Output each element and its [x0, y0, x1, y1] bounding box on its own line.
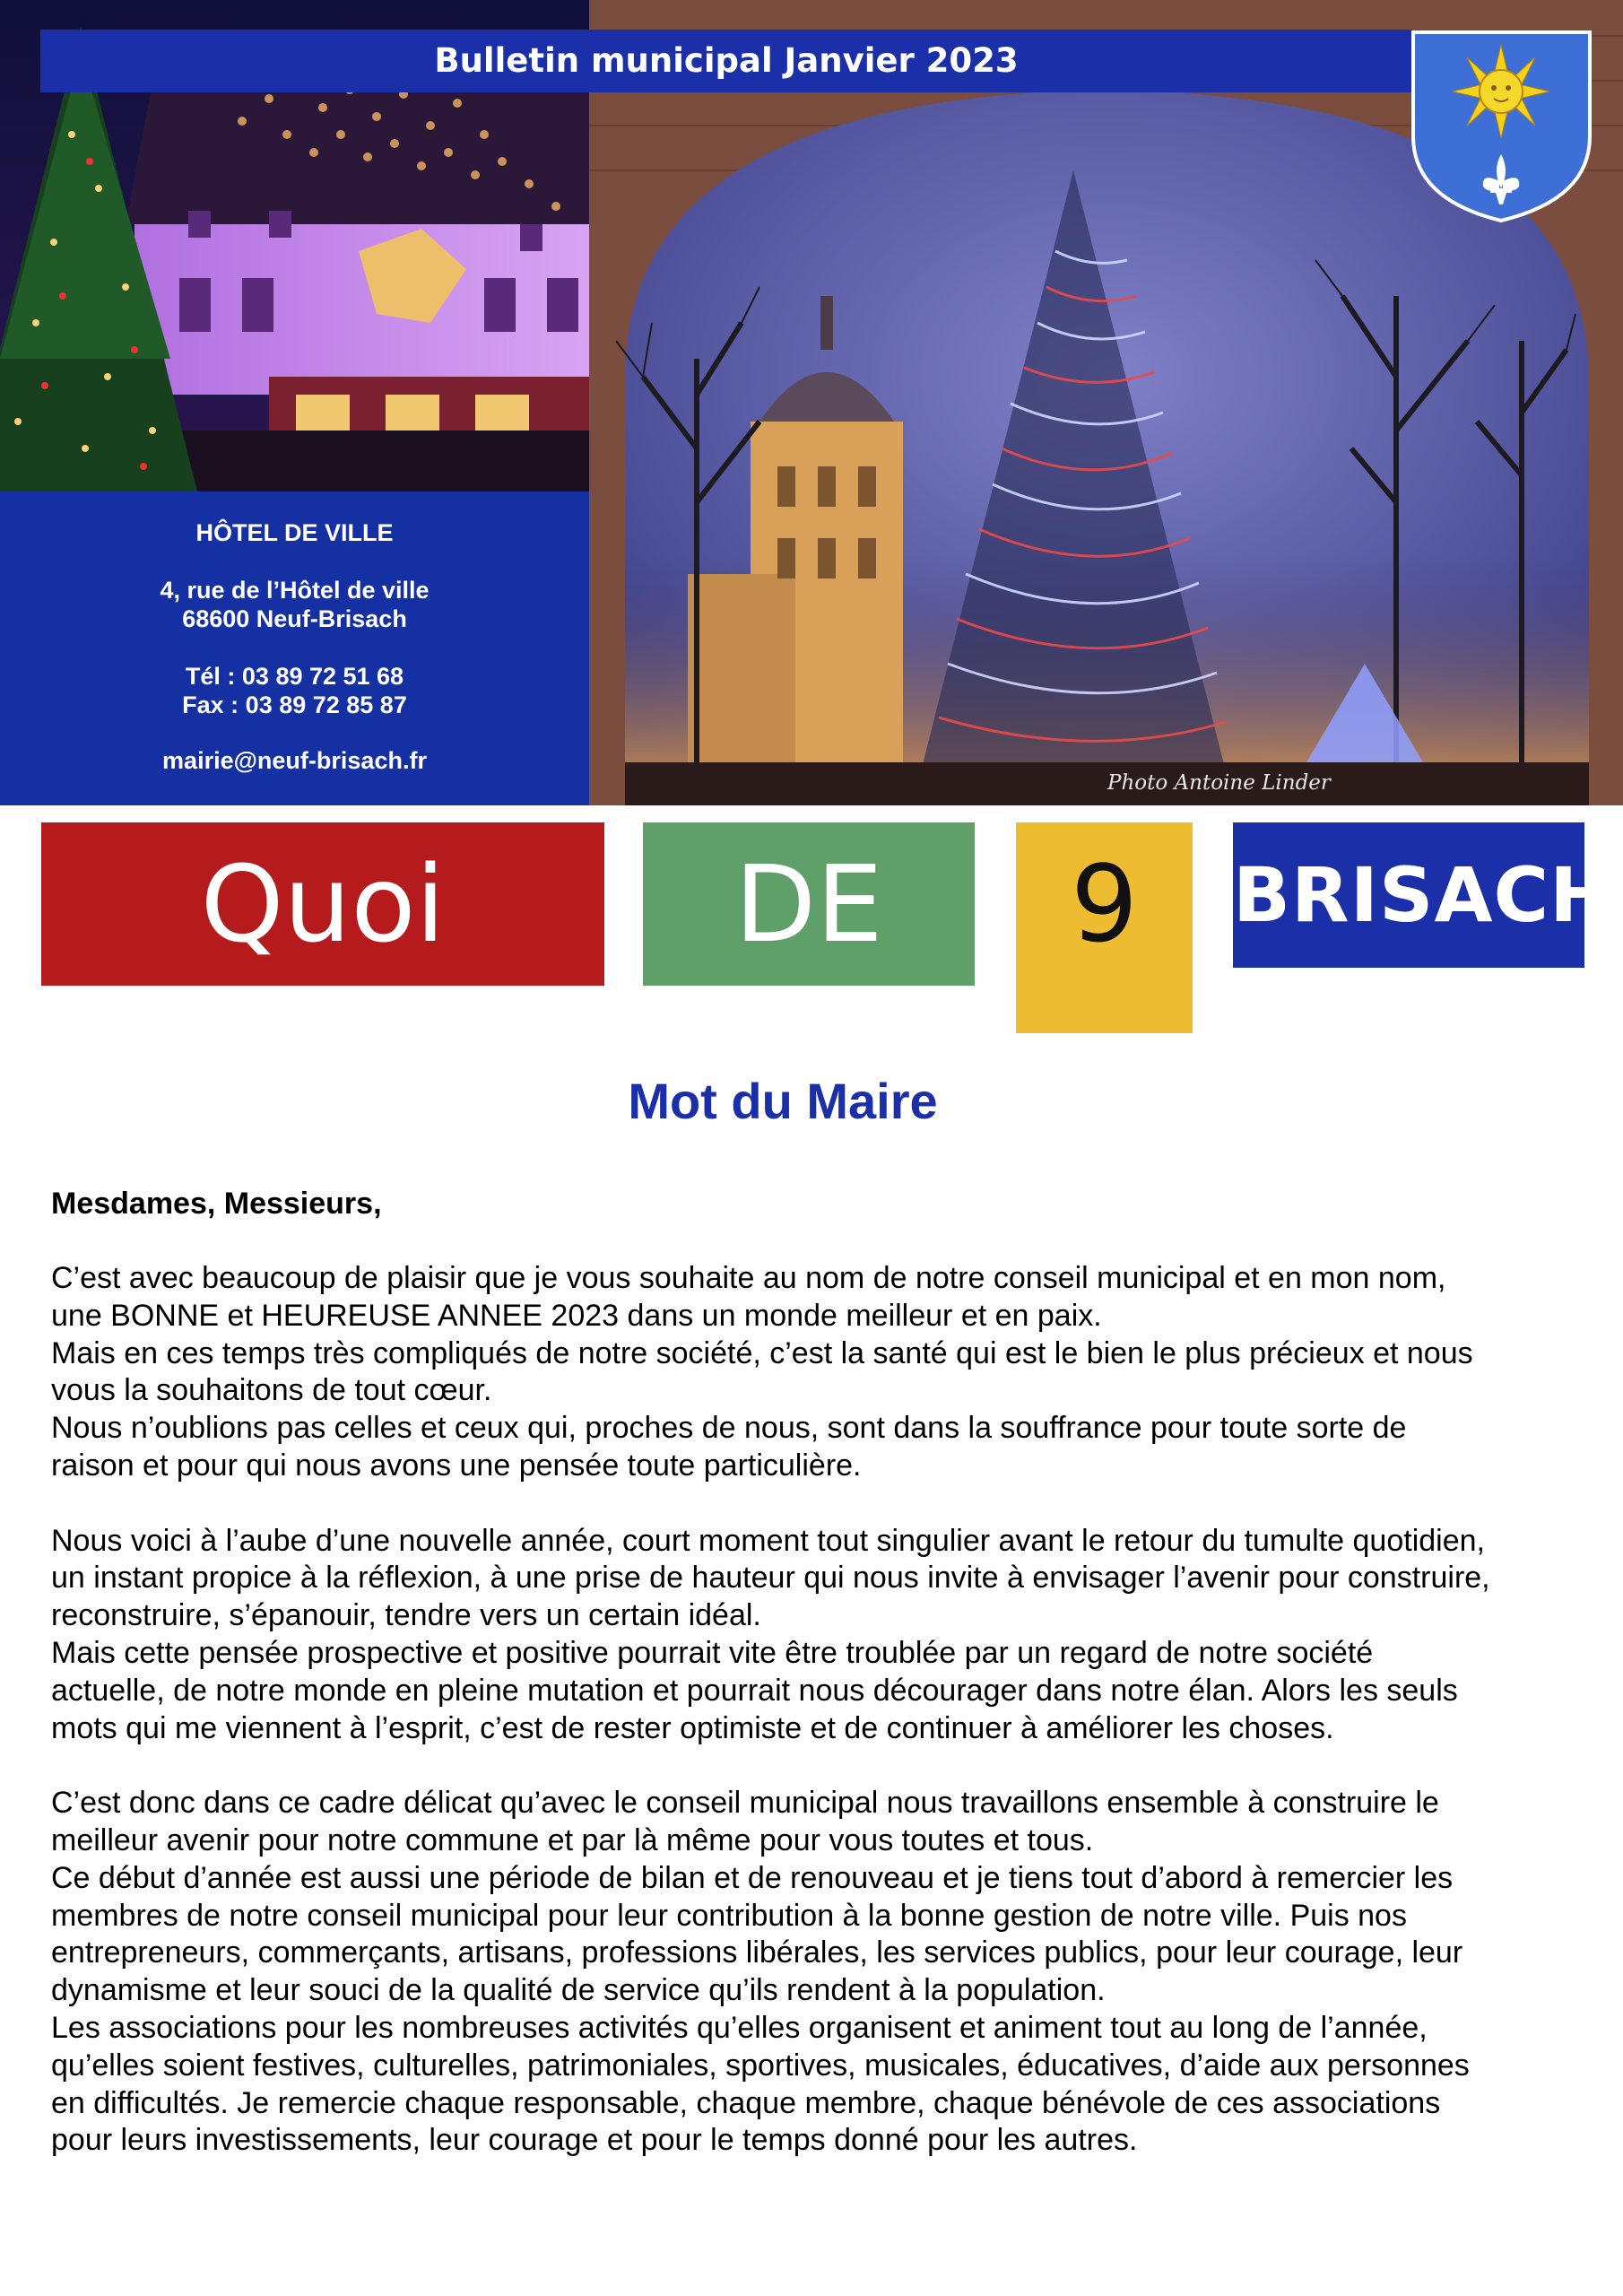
article-heading: Mot du Maire — [628, 1073, 938, 1129]
photo-credit: Photo Antoine Linder — [1107, 771, 1331, 795]
article-line: Mais cette pensée prospective et positive pourrait vite être troublée par un regard de notre société — [51, 1635, 1374, 1670]
article-line: qu’elles soient festives, culturelles, patrimoniales, sportives, musicales, éducatives, d’aide aux personnes — [51, 2048, 1470, 2083]
article-line: Nous n’oublions pas celles et ceux qui, proches de nous, sont dans la souffrance pour toute sorte de — [51, 1411, 1407, 1446]
article-line: en difficultés. Je remercie chaque responsable, chaque membre, chaque bénévole de ces associations — [51, 2085, 1441, 2120]
bulletin-title: Bulletin municipal Janvier 2023 — [40, 30, 1412, 92]
masthead-quoi: Quoi — [41, 822, 604, 986]
phone-number: Tél : 03 89 72 51 68 — [185, 663, 404, 690]
paragraph-gap — [51, 1485, 1593, 1523]
fax-number: Fax : 03 89 72 85 87 — [182, 691, 407, 718]
masthead-nine: 9 — [1016, 822, 1193, 1033]
article-line: Mais en ces temps très compliqués de notre société, c’est la santé qui est le bien le plus précieux et nous — [51, 1335, 1473, 1370]
address-city: 68600 Neuf-Brisach — [182, 605, 407, 632]
article-line: une BONNE et HEUREUSE ANNEE 2023 dans un monde meilleur et en paix. — [51, 1298, 1102, 1333]
contact-panel — [0, 491, 589, 805]
article-line: Nous voici à l’aube d’une nouvelle année, court moment tout singulier avant le retour du tumulte quotidien, — [51, 1523, 1485, 1558]
article-line: un instant propice à la réflexion, à une prise de hauteur qui nous invite à envisager l’avenir pour construire, — [51, 1561, 1490, 1596]
article-line: meilleur avenir pour notre commune et par là même pour vous toutes et tous. — [51, 1822, 1094, 1857]
article-line: C’est donc dans ce cadre délicat qu’avec le conseil municipal nous travaillons ensemble à construire le — [51, 1786, 1439, 1821]
email-address[interactable]: mairie@neuf-brisach.fr — [162, 747, 427, 774]
article-line: pour leurs investissements, leur courage et pour le temps donné pour les autres. — [51, 2123, 1138, 2158]
article-line: Ce début d’année est aussi une période de bilan et de renouveau et je tiens tout d’abord à remercier les — [51, 1860, 1454, 1895]
article-line: reconstruire, s’épanouir, tendre vers un certain idéal. — [51, 1598, 761, 1633]
article-body — [51, 1260, 1593, 2160]
masthead-brisach: BRISACH — [1233, 822, 1584, 968]
address-street: 4, rue de l’Hôtel de ville — [160, 577, 430, 604]
article-line: membres de notre conseil municipal pour leur contribution à la bonne gestion de notre ville. Puis nos — [51, 1898, 1407, 1933]
town-hall-name: HÔTEL DE VILLE — [195, 519, 394, 546]
article-salutation: Mesdames, Messieurs, — [51, 1187, 382, 1221]
article-line: Les associations pour les nombreuses activités qu’elles organisent et animent tout au long de l’année, — [51, 2010, 1428, 2045]
article-line: C’est avec beaucoup de plaisir que je vous souhaite au nom de notre conseil municipal et en mon nom, — [51, 1261, 1446, 1295]
article-line: raison et pour qui nous avons une pensée toute particulière. — [51, 1448, 862, 1483]
coat-of-arms-icon — [1410, 29, 1593, 224]
article-line: mots qui me viennent à l’esprit, c’est de rester optimiste et de continuer à améliorer les choses. — [51, 1710, 1334, 1745]
masthead-de: DE — [643, 822, 975, 986]
article-line: dynamisme et leur souci de la qualité de service qu’ils rendent à la population. — [51, 1973, 1106, 2008]
paragraph-gap — [51, 1747, 1593, 1785]
article-line: entrepreneurs, commerçants, artisans, professions libérales, les services publics, pour leur courage, leur — [51, 1935, 1463, 1970]
article-line: actuelle, de notre monde en pleine mutation et pourrait nous décourager dans notre élan. Alors les seuls — [51, 1673, 1458, 1708]
article-line: vous la souhaitons de tout cœur. — [51, 1373, 492, 1408]
